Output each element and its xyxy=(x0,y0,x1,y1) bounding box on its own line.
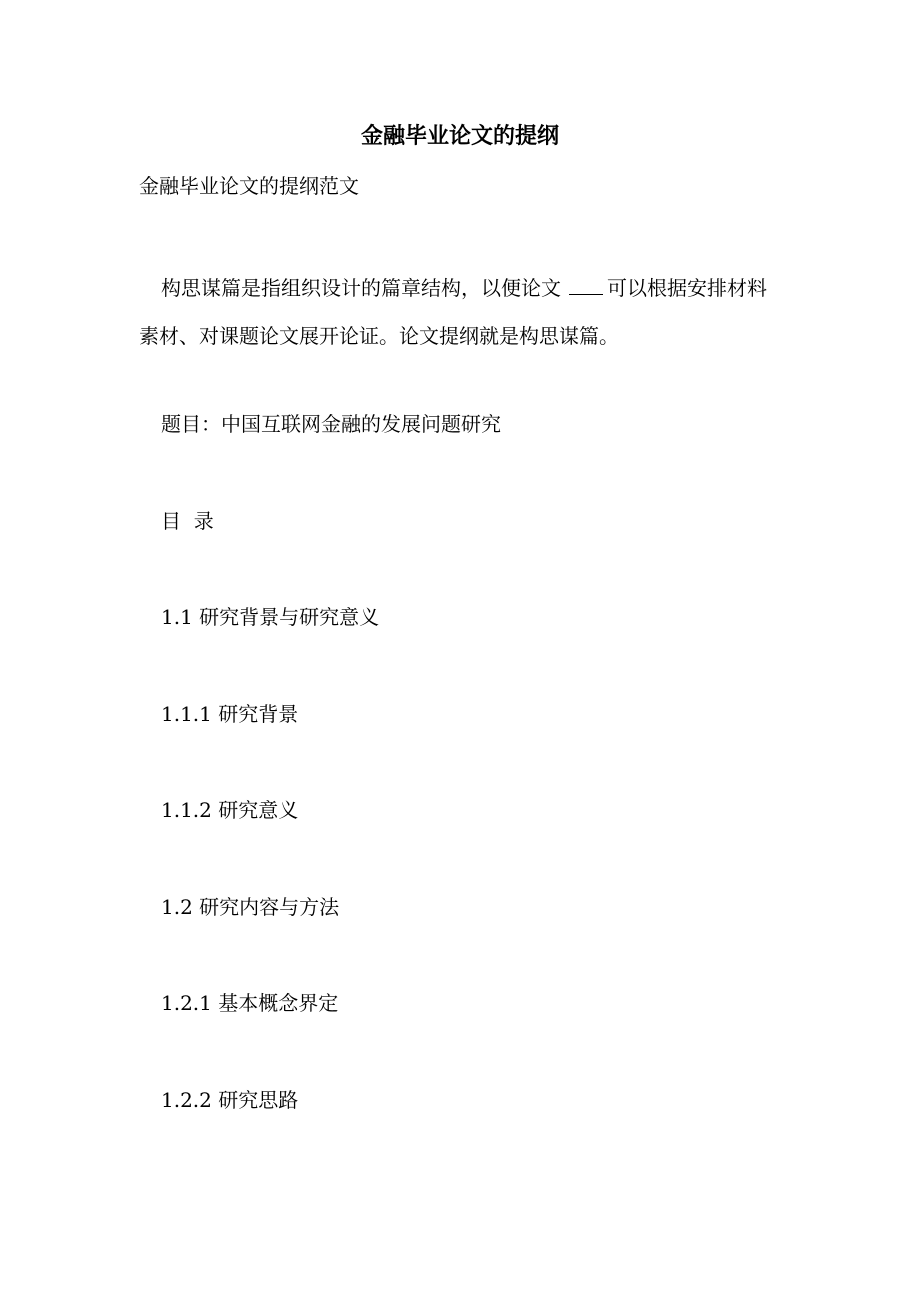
intro-text-end: 可以根据安排材料素材、对课题论文展开论证。论文提纲就是构思谋篇。 xyxy=(139,276,767,348)
fill-in-blank xyxy=(569,276,603,295)
toc-item: 1.2.2 研究思路 xyxy=(161,1088,299,1112)
toc-heading: 目 录 xyxy=(161,509,214,533)
toc-item: 1.2.1 基本概念界定 xyxy=(161,991,339,1015)
intro-paragraph xyxy=(139,264,779,360)
thesis-topic: 题目：中国互联网金融的发展问题研究 xyxy=(161,412,501,436)
toc-item: 1.1 研究背景与研究意义 xyxy=(161,605,380,629)
document-subtitle: 金融毕业论文的提纲范文 xyxy=(139,174,359,198)
toc-item: 1.1.1 研究背景 xyxy=(161,702,299,726)
document-title: 金融毕业论文的提纲 xyxy=(360,123,559,149)
intro-text-start: 构思谋篇是指组织设计的篇章结构，以便论文 xyxy=(161,276,561,300)
toc-item: 1.1.2 研究意义 xyxy=(161,798,299,822)
toc-item: 1.2 研究内容与方法 xyxy=(161,895,340,919)
